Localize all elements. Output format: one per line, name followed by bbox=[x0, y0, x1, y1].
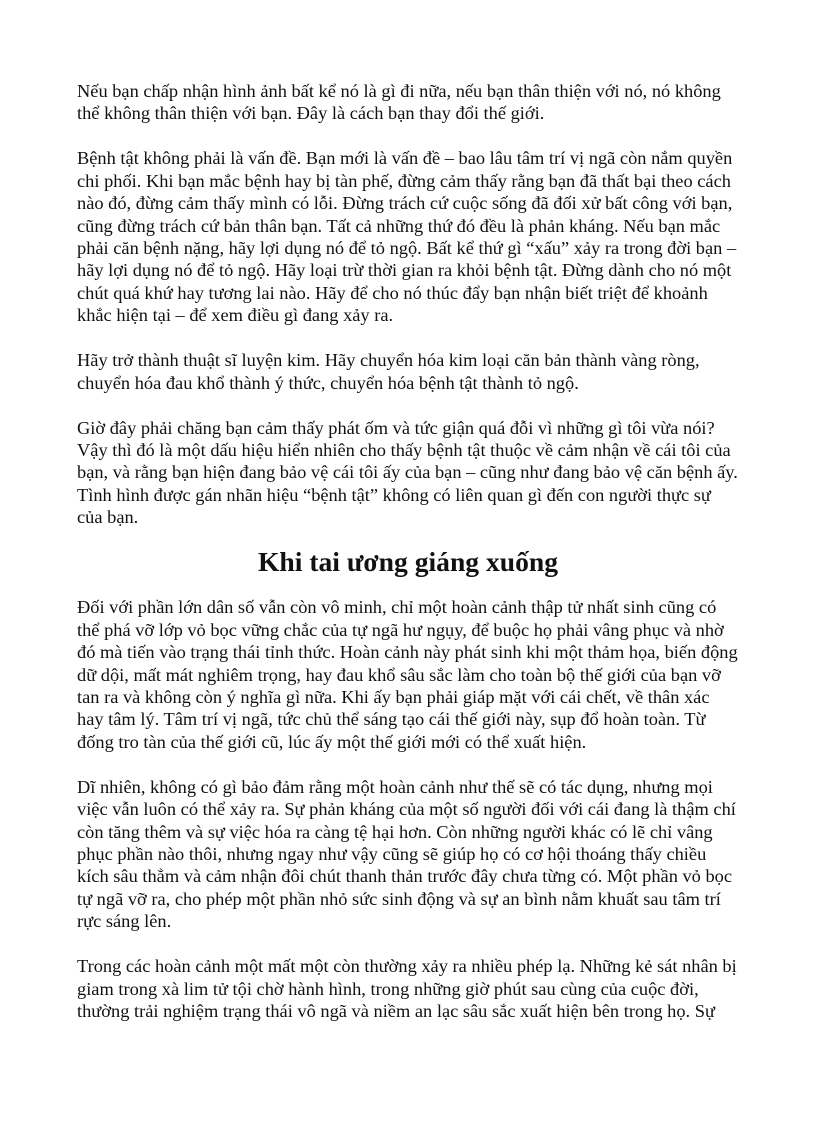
paragraph-miracles: Trong các hoàn cảnh một mất một còn thường xảy ra nhiều phép lạ. Những kẻ sát nhân bị giam trong xà lim tử tội chờ hành hình, trong những giờ phút sau cùng của cuộc đời, thường trải nghiệm trạng thái vô ngã và niềm an lạc sâu sắc xuất hiện bên trong họ. Sự bbox=[77, 956, 737, 1021]
paragraph-illness-not-problem: Bệnh tật không phải là vấn đề. Bạn mới là vấn đề – bao lâu tâm trí vị ngã còn nắm quyền chi phối. Khi bạn mắc bệnh hay bị tàn phế, đừng cảm thấy rằng bạn đã thất bại theo cách nào đó, đừng cảm thấy mình có lỗi. Đừng trách cứ cuộc sống đã đối xử bất công với bạn, cũng đừng trách cứ bản thân bạn. Tất cả những thứ đó đều là phản kháng. Nếu bạn mắc phải căn bệnh nặng, hãy lợi dụng nó để tỏ ngộ. Bất kể thứ gì “xấu” xảy ra trong đời bạn – hãy lợi dụng nó để tỏ ngộ. Hãy loại trừ thời gian ra khỏi bệnh tật. Đừng dành cho nó một chút quá khứ hay tương lai nào. Hãy để cho nó thúc đẩy bạn nhận biết triệt để khoảnh khắc hiện tại – để xem điều gì đang xảy ra. bbox=[77, 148, 737, 326]
document-page bbox=[77, 80, 739, 1045]
section-heading: Khi tai ương giáng xuống bbox=[257, 546, 559, 578]
paragraph-feel-angry: Giờ đây phải chăng bạn cảm thấy phát ốm và tức giận quá đỗi vì những gì tôi vừa nói? Vậy thì đó là một dấu hiệu hiển nhiên cho thấy bệnh tật thuộc về cảm nhận về cái tôi của bạn, và rằng bạn hiện đang bảo vệ cái tôi ấy của bạn – cũng như đang bảo vệ căn bệnh ấy. Tình hình được gán nhãn hiệu “bệnh tật” không có liên quan gì đến con người thực sự của bạn. bbox=[77, 417, 738, 528]
paragraph-life-threatening: Đối với phần lớn dân số vẫn còn vô minh, chỉ một hoàn cảnh thập tử nhất sinh cũng có thể phá vỡ lớp vỏ bọc vững chắc của tự ngã hư ngụy, để buộc họ phải vâng phục và nhờ đó mà tiến vào trạng thái tỉnh thức. Hoàn cảnh này phát sinh khi một thảm họa, biến động dữ dội, mất mát nghiêm trọng, hay đau khổ sâu sắc làm cho toàn bộ thế giới của bạn vỡ tan ra và không còn ý nghĩa gì nữa. Khi ấy bạn phải giáp mặt với cái chết, về thân xác hay tâm lý. Tâm trí vị ngã, tức chủ thể sáng tạo cái thế giới này, sụp đổ hoàn toàn. Từ đống tro tàn của thế giới cũ, lúc ấy một thế giới mới có thể xuất hiện. bbox=[77, 597, 738, 752]
paragraph-alchemist: Hãy trở thành thuật sĩ luyện kim. Hãy chuyển hóa kim loại căn bản thành vàng ròng, chuyển hóa đau khổ thành ý thức, chuyển hóa bệnh tật thành tỏ ngộ. bbox=[77, 350, 700, 393]
paragraph-no-guarantee: Dĩ nhiên, không có gì bảo đảm rằng một hoàn cảnh như thế sẽ có tác dụng, nhưng mọi việc vẫn luôn có thể xảy ra. Sự phản kháng của một số người đối với cái đang là thậm chí còn tăng thêm và sự việc hóa ra càng tệ hại hơn. Còn những người khác có lẽ chỉ vâng phục phần nào thôi, nhưng ngay như vậy cũng sẽ giúp họ có cơ hội thoáng thấy chiều kích sâu thẳm và cảm nhận đôi chút thanh thản trước đây chưa từng có. Một phần vỏ bọc tự ngã vỡ ra, cho phép một phần nhỏ sức sinh động và sự an bình nằm khuất sau tâm trí rực sáng lên. bbox=[77, 776, 736, 932]
paragraph-accept-image: Nếu bạn chấp nhận hình ảnh bất kể nó là gì đi nữa, nếu bạn thân thiện với nó, nó không thể không thân thiện với bạn. Đây là cách bạn thay đổi thế giới. bbox=[77, 81, 721, 124]
